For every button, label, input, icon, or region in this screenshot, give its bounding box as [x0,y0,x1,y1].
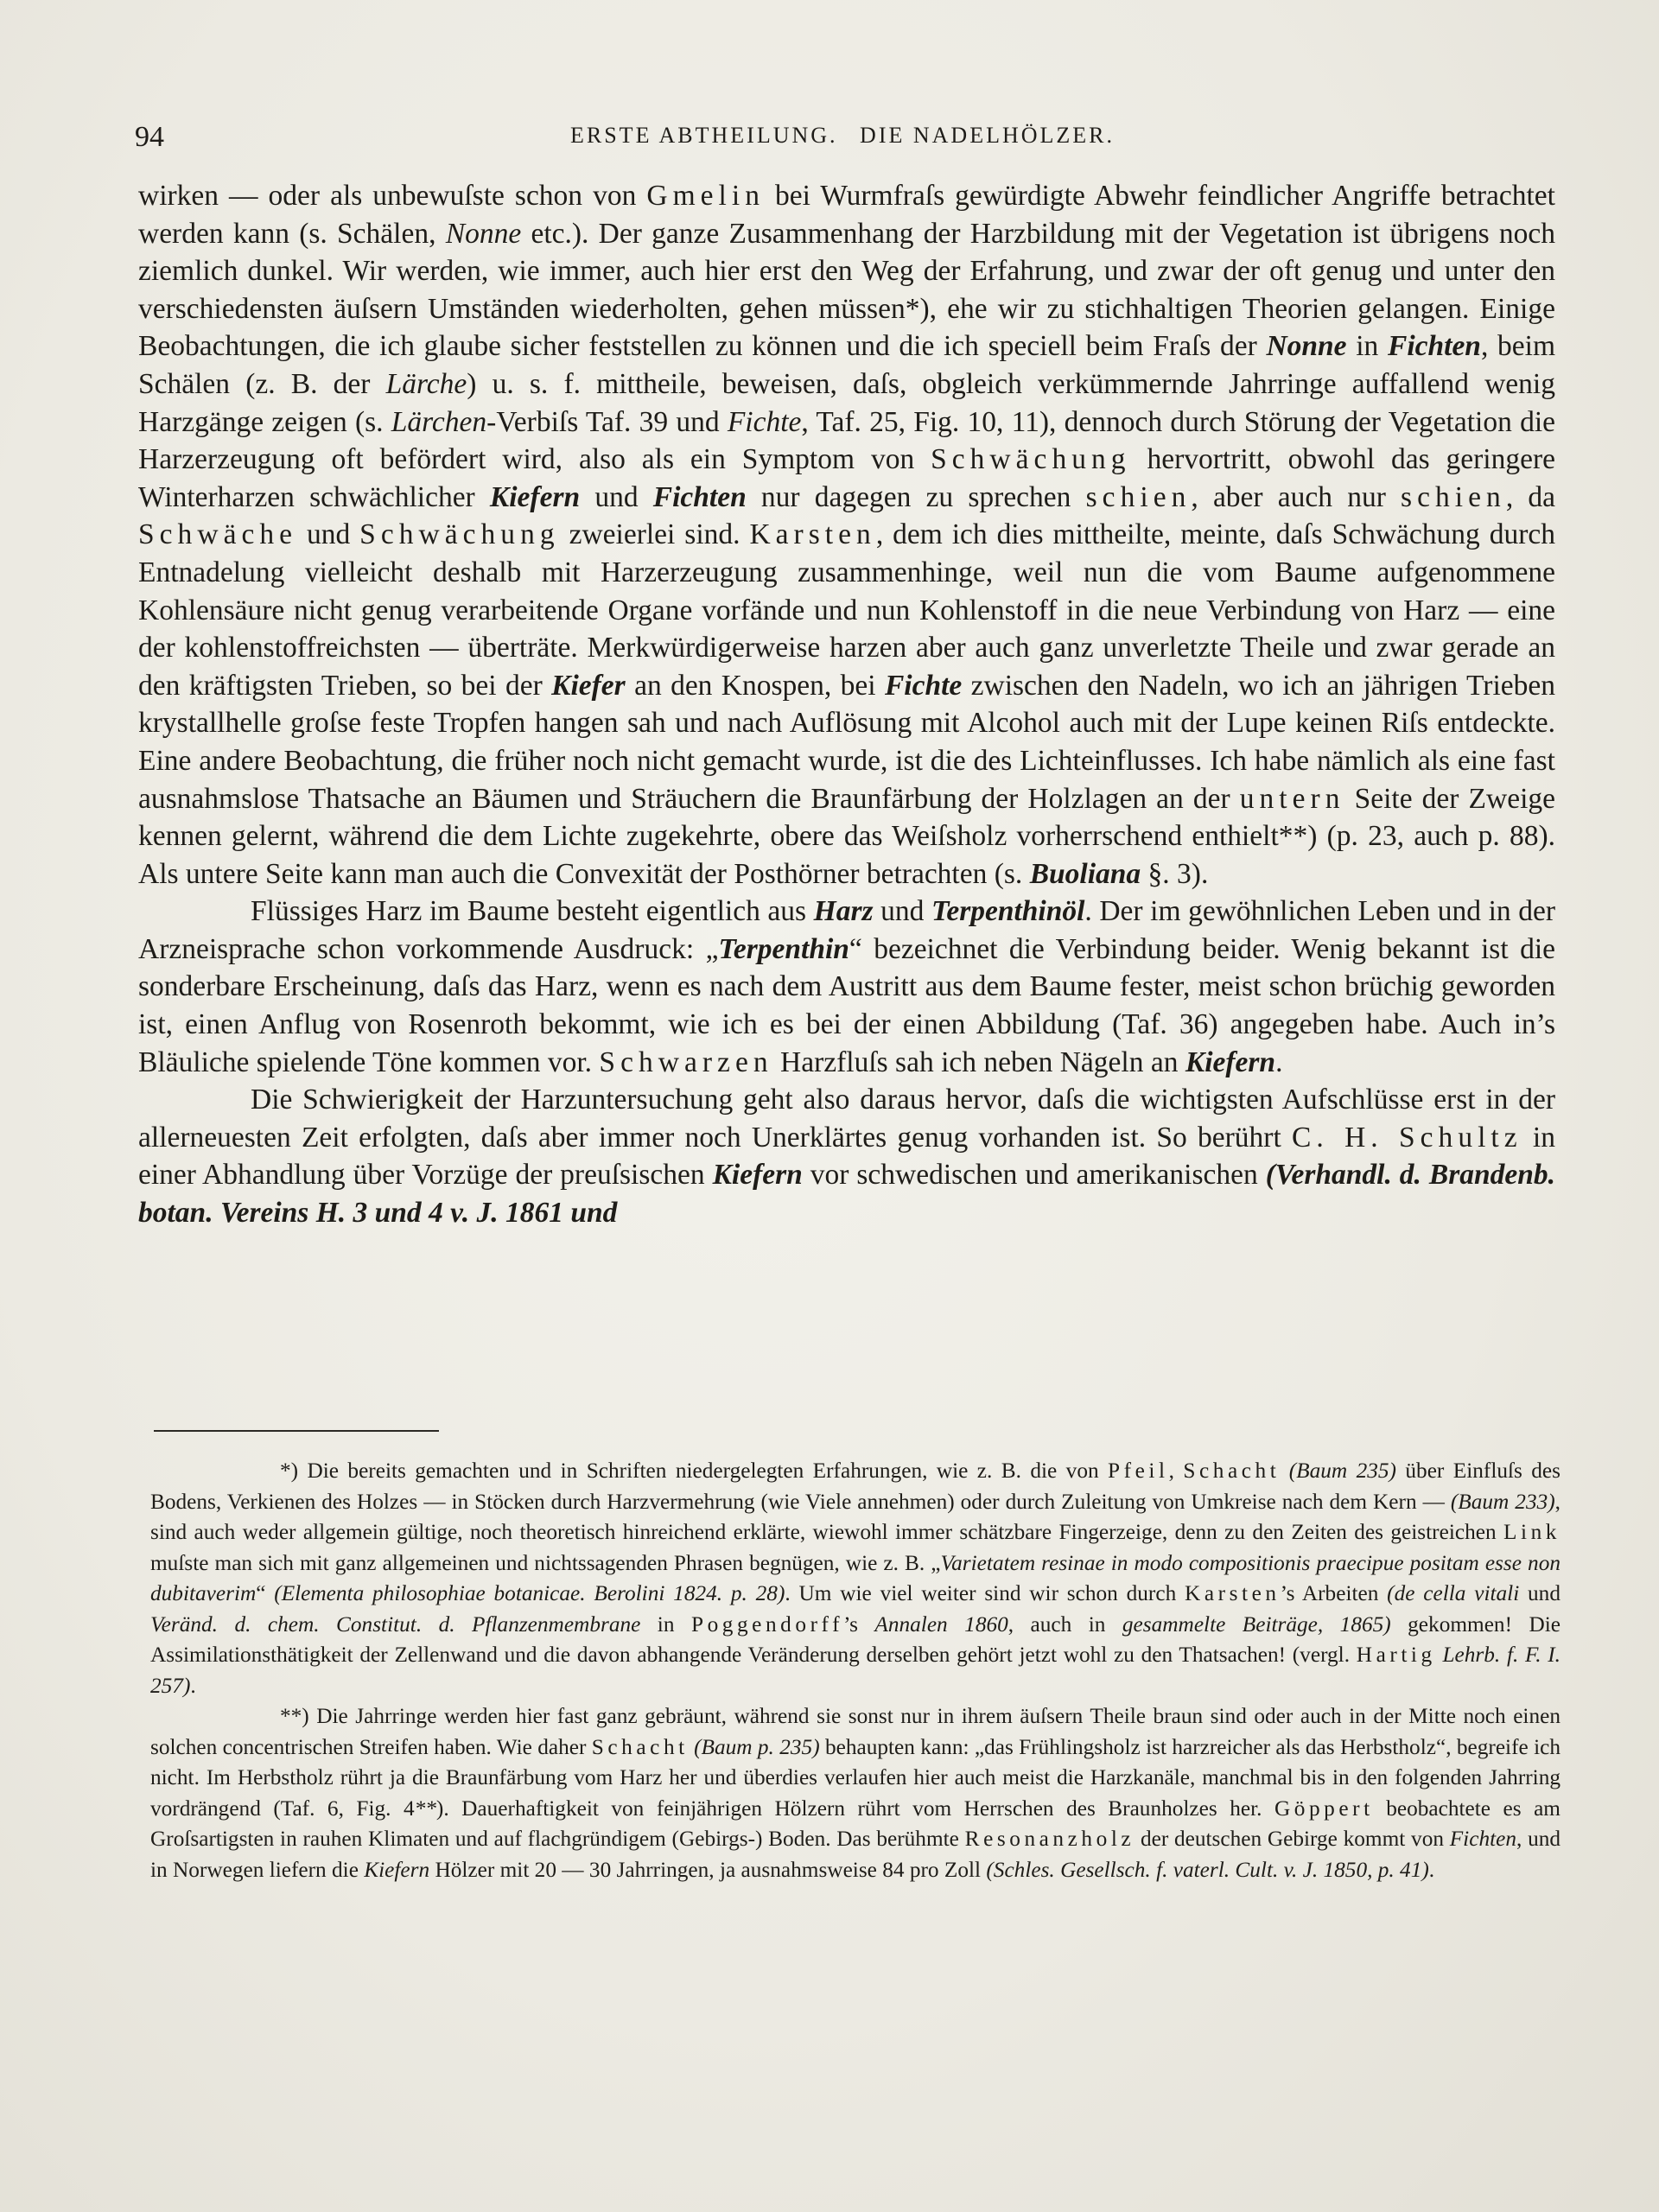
text-run: . Der im gewöhnlichen Leben und in der Arzneisprache schon vorkommende Ausdruck: „ [138,895,1556,965]
text-run: , dem ich dies mittheilte, meinte, daſs Schwächung durch Entnadelung vielleicht deshalb mit Harzerzeugung zusammenhinge, weil nun die vom Baume aufgenommene Kohlensäure nicht genug verarbeitende Organe vorfände und nun Kohlenstoff in die neue Verbindung von Harz — eine der kohlenstoffreichsten — überträte. Merkwürdigerweise harzen aber auch ganz unverletzte Theile und zwar gerade an den kräftigsten Trieben, so bei der [138,518,1555,702]
text-run: ’s [843,1611,875,1637]
text-run: , da [1505,480,1555,513]
text-run: und [580,480,653,513]
styled-text-run: (de cella vitali [1387,1581,1520,1605]
styled-text-run: Kiefern [489,480,581,513]
styled-text-run: schien [1401,480,1506,513]
running-head-chapter: DIE NADELHÖLZER. [860,123,1115,148]
styled-text-run: (Baum 233) [1450,1489,1555,1514]
styled-text-run: Kiefern [712,1159,803,1192]
styled-text-run: Schwächung [931,443,1131,476]
styled-text-run: schien [1085,480,1192,513]
styled-text-run: Veränd. d. chem. Constitut. d. Pflanzenmembrane [150,1611,641,1637]
text-run: behaupten kann: „das Frühlingsholz ist harzreicher als das Herbstholz“, begreife ich nicht. Im Herbstholz rührt ja die Braunfärbung vom Harz her und überdies verlaufen hier auch meist die Harzkanäle, manchmal bis in den folgenden Jahrring vordrängend (Taf. 6, Fig. 4 [150,1734,1560,1821]
text-run: ’s Arbeiten [1280,1581,1388,1605]
styled-text-run: Varietatem resinae in modo compositionis praecipue positam esse non dubitaverim [150,1550,1560,1605]
text-run: in [1346,330,1388,363]
styled-text-run: Nonne [445,217,522,250]
text-run: zweierlei sind. [559,518,750,551]
text-run: ) u. s. f. mittheile, beweisen, daſs, obgleich verkümmernde Jahrringe auffallend wenig Harzgänge zeigen (s. [138,367,1555,438]
styled-text-run: (Baum 235) [1288,1459,1396,1483]
text-run: Flüssiges Harz im Baume besteht eigentlich aus [251,895,814,928]
styled-text-run: Fichten [1387,330,1481,363]
styled-text-run: Fichte [727,405,802,438]
styled-text-run: Poggendorff [690,1611,844,1637]
footnote [150,1701,1560,1885]
styled-text-run: Lärche [385,367,467,400]
text-run: und [873,895,931,928]
text-run: bei Wurmfraſs gewürdigte Abwehr feindlicher Angriffe betrachtet werden kann (s. Schälen, [138,180,1555,250]
styled-text-run: Fichte [884,669,963,702]
text-run: Harzfluſs sah ich neben Nägeln an [772,1046,1185,1078]
styled-text-run: gesammelte Beiträge, 1865) [1122,1611,1391,1637]
styled-text-run: Lärchen [391,405,487,438]
text-run: . Um wie viel weiter sind wir schon durch [785,1581,1185,1605]
text-run: vor schwedischen und amerikanischen [802,1159,1266,1192]
styled-text-run: Kiefern [364,1857,430,1882]
body-text [138,177,1555,1232]
styled-text-run: Buoliana [1029,857,1141,890]
text-run: “ [256,1581,275,1605]
styled-text-run: Harz [813,895,874,928]
text-run: , Taf. 25, Fig. 10, 11), dennoch durch Störung der Vegetation die Harzerzeugung oft befördert wird, also als ein Symptom von [138,405,1555,476]
styled-text-run: (Schles. Gesellsch. f. vaterl. Cult. v. J. 1850, p. 41) [986,1857,1429,1882]
text-run: , sind auch weder allgemein gültige, noch theoretisch hinreichend erklärte, wiewohl immer schätzbare Fingerzeige, denn zu den Zeiten des geistreichen [150,1489,1560,1544]
text-run: ). Dauerhaftigkeit von feinjährigen Hölzern rührt vom Herrschen des Braunholzes her. [435,1796,1274,1821]
styled-text-run: Pfeil [1108,1459,1169,1483]
styled-text-run: Fichten [1449,1827,1516,1851]
styled-text-run: Schwäche [138,518,298,551]
page-number: 94 [135,121,164,153]
footnote [150,1456,1560,1701]
styled-text-run: untern [1239,782,1345,815]
text-run: *) Die bereits gemachten und in Schriften niedergelegten Erfahrungen, wie z. B. die von [280,1459,1109,1483]
text-run: wirken — oder als unbewuſste schon von [138,180,647,212]
styled-text-run: Schwächung [359,518,560,551]
text-run: , aber auch nur [1191,480,1402,513]
text-run: an den Knospen, bei [625,669,885,702]
running-head-section: ERSTE ABTHEILUNG. [570,123,838,148]
text-run: zwischen den Nadeln, wo ich an jährigen Trieben krystallhelle groſse feste Tropfen hangen sah und nach Auflösung mit Alcohol auch mit der Lupe keinen Riſs entdeckte. Eine andere Beobachtung, die früher noch nicht gemacht wurde, ist die des Lichteinflusses. Ich habe nämlich als eine fast ausnahmslose Thatsache an Bäumen und Sträuchern die Braunfärbung der Holzlagen an der [138,669,1556,815]
paragraph [138,893,1555,1081]
footnotes [150,1456,1560,1885]
styled-text-run: C. H. Schultz [1292,1121,1522,1154]
text-run: und [297,518,360,551]
text-run: gekommen! Die Assimilationsthätigkeit der Zellenwand und die davon abhangende Veränderung derselben gehört jetzt wohl zu den Thatsachen! (vergl. [150,1611,1560,1667]
text-run: beobachtete es am Groſsartigsten in rauhen Klimaten und auf flachgründigem (Gebirgs-) Boden. Das berühmte [150,1796,1560,1851]
running-head [130,123,1555,149]
text-run: und [1519,1581,1560,1605]
text-run: , auch in [1007,1611,1122,1637]
styled-text-run: Göppert [1274,1796,1374,1821]
page-header [130,121,1555,164]
text-run: , [1168,1459,1184,1483]
text-run: in einer Abhandlung über Vorzüge der preuſsischen [138,1121,1555,1192]
paragraph [138,1081,1555,1231]
text-run: Seite der Zweige kennen gelernt, während die dem Lichte zugekehrte, obere das Weiſsholz vorherrschend enthielt**) (p. 23, auch p. 88). Als untere Seite kann man auch die Convexität der Posthörner betrachten (s. [138,782,1555,890]
text-run: über Einfluſs des Bodens, Verkienen des Holzes — in Stöcken durch Harzvermehrung (wie Viele annehmen) oder durch Zuleitung von Umkreise nach dem Kern — [150,1459,1560,1514]
text-run: , beim Schälen (z. B. der [138,330,1556,400]
footnote-rule [154,1430,439,1432]
styled-text-run: Lehrb. f. F. I. 257) [150,1643,1561,1698]
text-run: der deutschen Gebirge kommt von [1135,1827,1450,1851]
text-run [1280,1459,1288,1483]
text-run: etc.). Der ganze Zusammenhang der Harzbildung mit der Vegetation ist übrigens noch ziemlich dunkel. Wir werden, wie immer, auch hier erst den Weg der Erfahrung, und zwar der oft genug und unter den verschiedensten äuſsern Umständen wiederholten, gehen müssen*), ehe wir zu stichhaltigen Theorien gelangen. Einige Beobachtungen, die ich glaube sicher feststellen zu können und die ich speciell beim Fraſs der [138,217,1555,363]
styled-text-run: Karsten [1185,1581,1281,1605]
styled-text-run: Link [1503,1520,1560,1544]
text-run: . [190,1673,196,1698]
styled-text-run: Hartig [1356,1643,1436,1667]
styled-text-run: (Elementa philosophiae botanicae. Berolini 1824. p. 28) [274,1581,785,1605]
text-run: . [1275,1046,1283,1078]
styled-text-run: Schwarzen [599,1046,773,1078]
text-run: Die Schwierigkeit der Harzuntersuchung geht also daraus hervor, daſs die wichtigsten Aufschlüsse erst in der allerneuesten Zeit erfolgten, daſs aber immer noch Unerklärtes genug vorhanden ist. So berührt [138,1084,1555,1154]
text-run: nur dagegen zu sprechen [746,480,1086,513]
text-run: . [1428,1857,1435,1882]
text-run: hervortritt, obwohl das geringere Winterharzen schwächlicher [138,443,1555,513]
styled-text-run: Schacht [1183,1459,1281,1483]
styled-text-run: Resonanzholz [964,1827,1135,1851]
styled-text-run: Gmelin [646,180,766,212]
styled-text-run: (Baum p. 235) [694,1734,820,1759]
styled-text-run: Annalen 1860 [874,1611,1008,1637]
styled-text-run: Kiefer [551,669,626,702]
text-run: in [640,1611,691,1637]
styled-text-run: Fichten [652,480,747,513]
styled-text-run: Terpenthin [718,932,849,965]
styled-text-run: (Verhandl. d. Brandenb. botan. Vereins H. 3 und 4 v. J. 1861 und [138,1159,1555,1230]
text-run: §. 3). [1141,857,1209,890]
styled-text-run: Schacht [591,1734,689,1759]
text-run: , und in Norwegen liefern die [150,1827,1561,1882]
styled-text-run: Karsten [749,518,876,551]
styled-text-run: Terpenthinöl [931,895,1085,928]
text-run: Hölzer mit 20 — 30 Jahrringen, ja ausnahmsweise 84 pro Zoll [429,1857,987,1882]
text-run: “ bezeichnet die Verbindung beider. Wenig bekannt ist die sonderbare Erscheinung, daſs das Harz, wenn es nach dem Austritt aus dem Baume fester, meist schon brüchig geworden ist, einen Anflug von Rosenroth bekommt, wie ich es bei der einen Abbildung (Taf. 36) angegeben habe. Auch in’s Bläuliche spielende Töne kommen vor. [138,932,1555,1078]
text-run: **) Die Jahrringe werden hier fast ganz gebräunt, während sie sonst nur in ihrem äuſsern Theile braun sind oder auch in der Mitte noch einen solchen concentrischen Streifen haben. Wie daher [150,1704,1560,1759]
paragraph [138,177,1555,893]
styled-text-run: Nonne [1266,330,1347,363]
styled-text-run: Kiefern [1185,1046,1276,1078]
text-run: muſste man sich mit ganz allgemeinen und nichtssagenden Phrasen begnügen, wie z. B. „ [150,1550,941,1575]
text-run: -Verbiſs Taf. 39 und [486,405,728,438]
styled-text-run: ** [414,1796,436,1821]
